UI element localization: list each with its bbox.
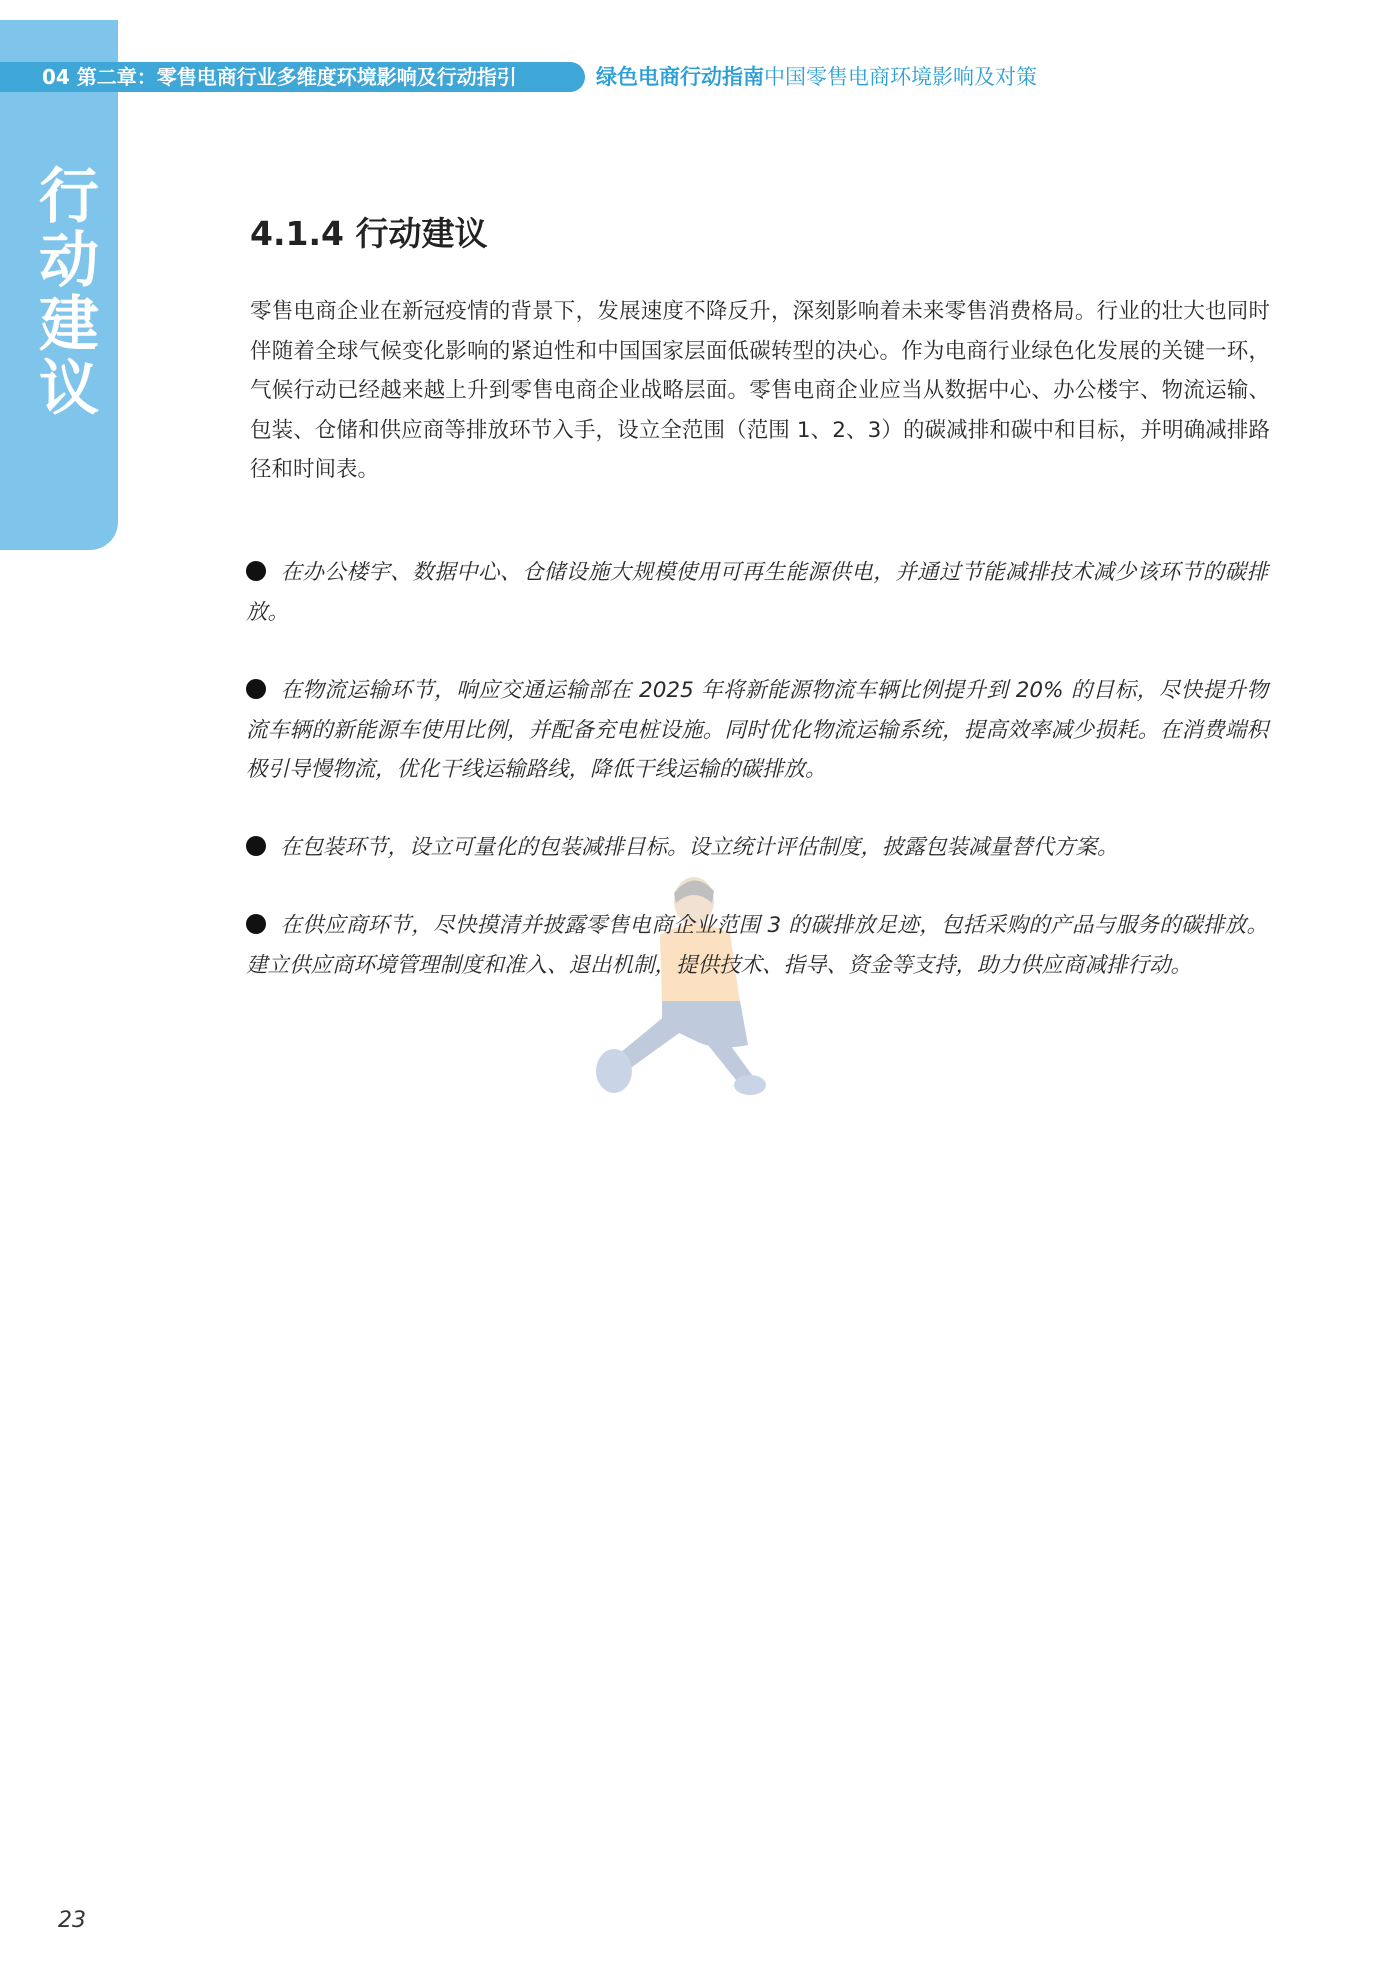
header-chapter-label: 04 第二章：零售电商行业多维度环境影响及行动指引 — [42, 65, 517, 89]
bullet-text: 在办公楼宇、数据中心、仓储设施大规模使用可再生能源供电，并通过节能减排技术减少该环节的碳排放。 — [246, 560, 1268, 625]
bullet-text: 在物流运输环节，响应交通运输部在 2025 年将新能源物流车辆比例提升到 20% 的目标，尽快提升物流车辆的新能源车使用比例，并配备充电桩设施。同时优化物流运输系统，提高效率减少损耗。在消费端积极引导慢物流，优化干线运输路线，降低干线运输的碳排放。 — [246, 678, 1268, 782]
guide-subtitle: 中国零售电商环境影响及对策 — [764, 65, 1037, 89]
bullet-dot — [246, 561, 266, 581]
bullet-dot — [246, 679, 266, 699]
guide-title: 绿色电商行动指南 — [596, 65, 764, 89]
bullet-text: 在供应商环节，尽快摸清并披露零售电商企业范围 3 的碳排放足迹，包括采购的产品与服务的碳排放。建立供应商环境管理制度和准入、退出机制，提供技术、指导、资金等支持，助力供应商减排行动。 — [246, 913, 1268, 978]
header-guide — [596, 62, 1037, 92]
page-number: 23 — [58, 1908, 86, 1933]
intro-paragraph: 零售电商企业在新冠疫情的背景下，发展速度不降反升，深刻影响着未来零售消费格局。行业的壮大也同时伴随着全球气候变化影响的紧迫性和中国国家层面低碳转型的决心。作为电商行业绿色化发展的关键一环，气候行动已经越来越上升到零售电商企业战略层面。零售电商企业应当从数据中心、办公楼宇、物流运输、包装、仓储和供应商等排放环节入手，设立全范围（范围 1、2、3）的碳减排和碳中和目标，并明确减排路径和时间表。 — [250, 299, 1270, 482]
section-title: 4.1.4 行动建议 — [250, 214, 488, 253]
bullet-item — [246, 553, 1268, 632]
bullet-dot — [246, 836, 266, 856]
side-tab-title: 行 动 建 议 — [39, 162, 99, 424]
bullet-text: 在包装环节，设立可量化的包装减排目标。设立统计评估制度，披露包装减量替代方案。 — [280, 835, 1119, 860]
bullet-item — [246, 671, 1268, 790]
bullet-dot — [246, 914, 266, 934]
bullet-item — [246, 906, 1268, 985]
bullet-item — [246, 828, 1268, 868]
